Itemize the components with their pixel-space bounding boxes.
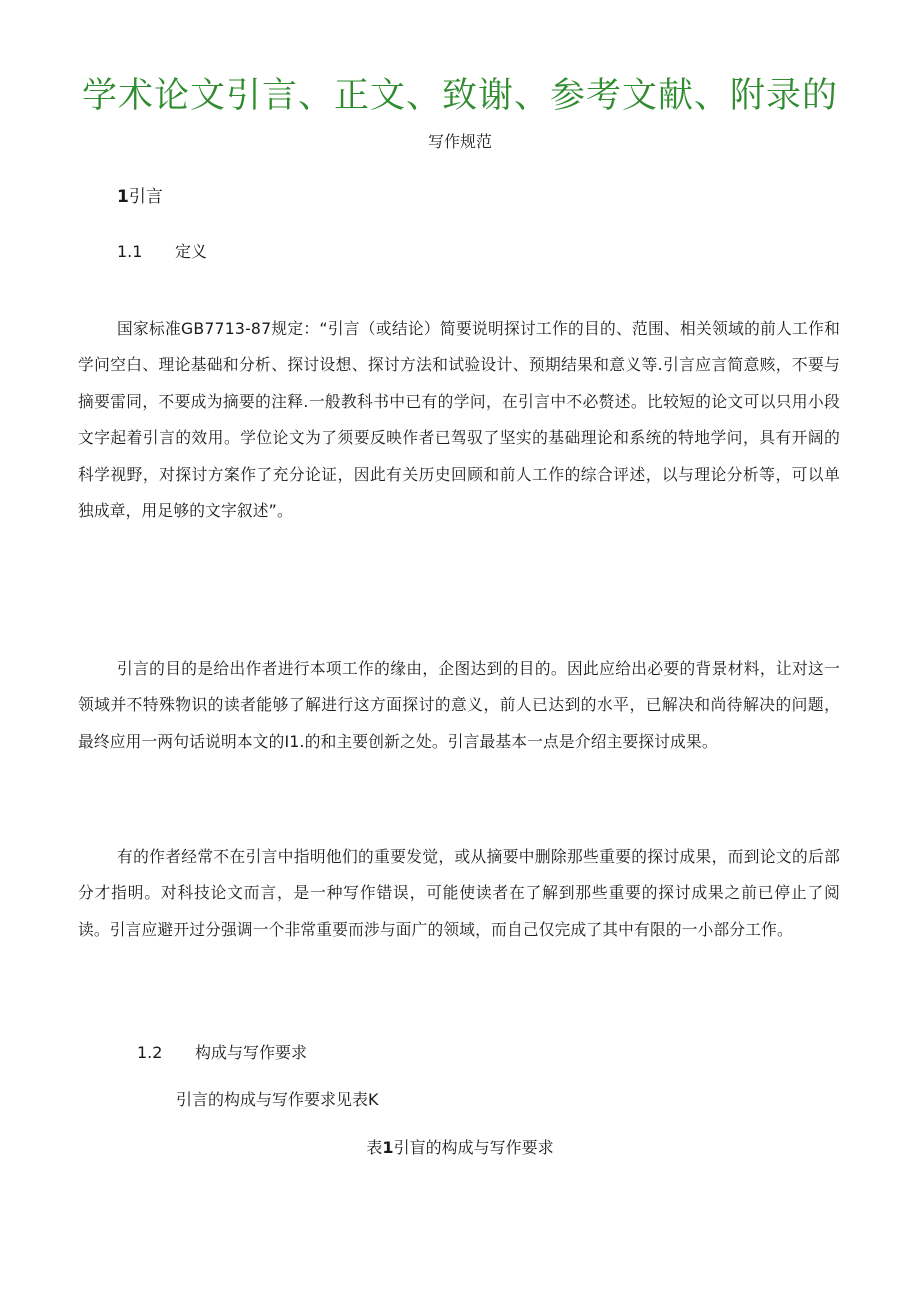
section-number: 1.2 (137, 1043, 163, 1062)
paragraph-definition: 国家标准GB7713-87规定：“引言（或结论）简要说明探讨工作的目的、范围、相关领域的前人工作和学问空白、理论基础和分析、探讨设想、探讨方法和试验设计、预期结果和意义等.引言应言简意赅，不要与摘要雷同，不要成为摘要的注释.一般教科书中已有的学问，在引言中不必赘述。比较短的论文可以只用小段文字起着引言的效用。学位论文为了须要反映作者已驾驭了坚实的基础理论和系统的特地学问，具有开阔的科学视野，对探讨方案作了充分论证，因此有关历史回顾和前人工作的综合评述，以与理论分析等，可以单独成章，用足够的文字叙述”。 (78, 319, 840, 521)
document-title: 学术论文引言、正文、致谢、参考文献、附录的 (81, 76, 838, 116)
section-title: 构成与写作要求 (195, 1043, 308, 1062)
paragraph-purpose: 引言的目的是给出作者进行本项工作的缘由，企图达到的目的。因此应给出必要的背景材料，让对这一领域并不特殊物识的读者能够了解进行这方面探讨的意义，前人已达到的水平，已解决和尚待解决的问题，最终应用一两句话说明本文的I1.的和主要创新之处。引言最基本一点是介绍主要探讨成果。 (78, 659, 840, 751)
table-caption-title: 引盲的构成与写作要求 (393, 1138, 554, 1157)
section-heading-1-1 (117, 241, 207, 263)
section-number: 1 (117, 187, 129, 207)
paragraph-common-error: 有的作者经常不在引言中指明他们的重要发觉，或从摘要中删除那些重要的探讨成果，而到论文的后部分才指明。对科技论文而言，是一种写作错误，可能使读者在了解到那些重要的探讨成果之前已停止了阅读。引言应避开过分强调一个非常重要而涉与面广的领域，而自己仅完成了其中有限的一小部分工作。 (78, 847, 840, 939)
table-caption-prefix: 表 (366, 1138, 383, 1157)
section-number: 1.1 (117, 242, 143, 261)
section-heading-1 (117, 186, 163, 208)
table-caption-number: 1 (382, 1138, 394, 1157)
document-subtitle: 写作规范 (427, 132, 492, 151)
table-caption (0, 1137, 920, 1159)
section-title: 引言 (128, 187, 163, 207)
section-heading-1-2 (137, 1042, 307, 1064)
table-reference: 引言的构成与写作要求见表K (176, 1090, 379, 1109)
section-title: 定义 (175, 242, 208, 261)
